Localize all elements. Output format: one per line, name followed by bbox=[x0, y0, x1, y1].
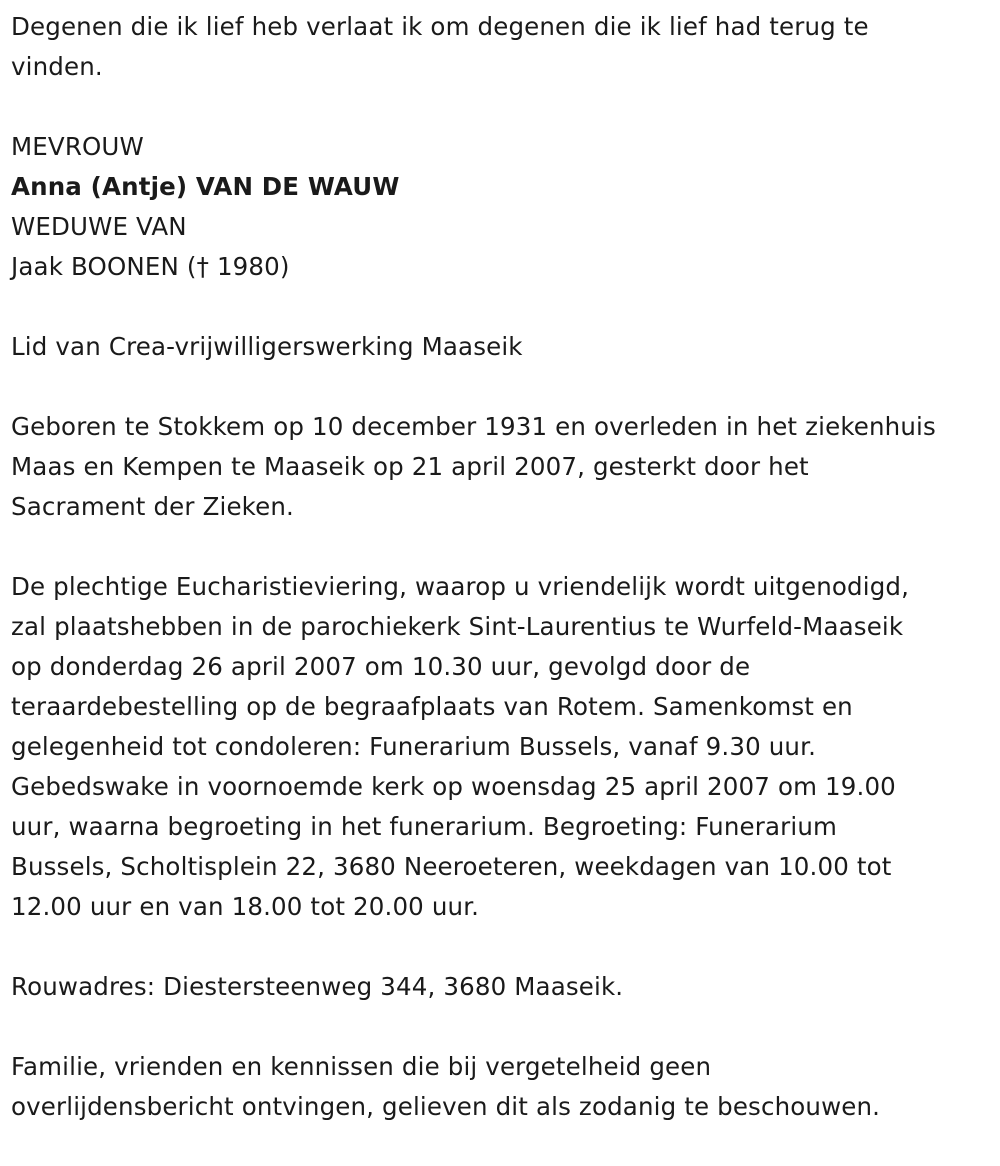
intro-quote-line: Degenen die ik lief heb verlaat ik om degenen die ik lief had terug te bbox=[11, 12, 869, 41]
closing-line: Familie, vrienden en kennissen die bij vergetelheid geen bbox=[11, 1052, 712, 1081]
closing-paragraph bbox=[11, 1047, 1000, 1127]
membership: Lid van Crea-vrijwilligerswerking Maaseik bbox=[11, 332, 523, 361]
birth-death-line: Sacrament der Zieken. bbox=[11, 492, 294, 521]
title-prefix: MEVROUW bbox=[11, 132, 144, 161]
birth-death-paragraph bbox=[11, 407, 1000, 527]
closing-line: overlijdensbericht ontvingen, gelieven dit als zodanig te beschouwen. bbox=[11, 1092, 881, 1121]
deceased-name: Anna (Antje) VAN DE WAUW bbox=[11, 172, 400, 201]
ceremony-line: gelegenheid tot condoleren: Funerarium Bussels, vanaf 9.30 uur. bbox=[11, 732, 817, 761]
spacer bbox=[11, 287, 1000, 327]
spacer bbox=[11, 527, 1000, 567]
ceremony-line: uur, waarna begroeting in het funerarium. Begroeting: Funerarium bbox=[11, 812, 838, 841]
birth-death-line: Maas en Kempen te Maaseik op 21 april 2007, gesterkt door het bbox=[11, 452, 809, 481]
ceremony-line: De plechtige Eucharistieviering, waarop u vriendelijk wordt uitgenodigd, bbox=[11, 572, 910, 601]
intro-quote bbox=[11, 7, 1000, 87]
spacer bbox=[11, 367, 1000, 407]
ceremony-line: 12.00 uur en van 18.00 tot 20.00 uur. bbox=[11, 892, 480, 921]
spacer bbox=[11, 87, 1000, 127]
ceremony-line: teraardebestelling op de begraafplaats van Rotem. Samenkomst en bbox=[11, 692, 853, 721]
birth-death-line: Geboren te Stokkem op 10 december 1931 en overleden in het ziekenhuis bbox=[11, 412, 936, 441]
spacer bbox=[11, 1007, 1000, 1047]
intro-quote-line: vinden. bbox=[11, 52, 103, 81]
ceremony-line: op donderdag 26 april 2007 om 10.30 uur, gevolgd door de bbox=[11, 652, 751, 681]
ceremony-line: Gebedswake in voornoemde kerk op woensdag 25 april 2007 om 19.00 bbox=[11, 772, 896, 801]
ceremony-paragraph bbox=[11, 567, 1000, 927]
ceremony-line: Bussels, Scholtisplein 22, 3680 Neeroeteren, weekdagen van 10.00 tot bbox=[11, 852, 892, 881]
ceremony-line: zal plaatshebben in de parochiekerk Sint-Laurentius te Wurfeld-Maaseik bbox=[11, 612, 904, 641]
widow-of-label: WEDUWE VAN bbox=[11, 212, 187, 241]
mourning-address: Rouwadres: Diestersteenweg 344, 3680 Maaseik. bbox=[11, 972, 624, 1001]
spacer bbox=[11, 927, 1000, 967]
spouse-name: Jaak BOONEN († 1980) bbox=[11, 252, 290, 281]
